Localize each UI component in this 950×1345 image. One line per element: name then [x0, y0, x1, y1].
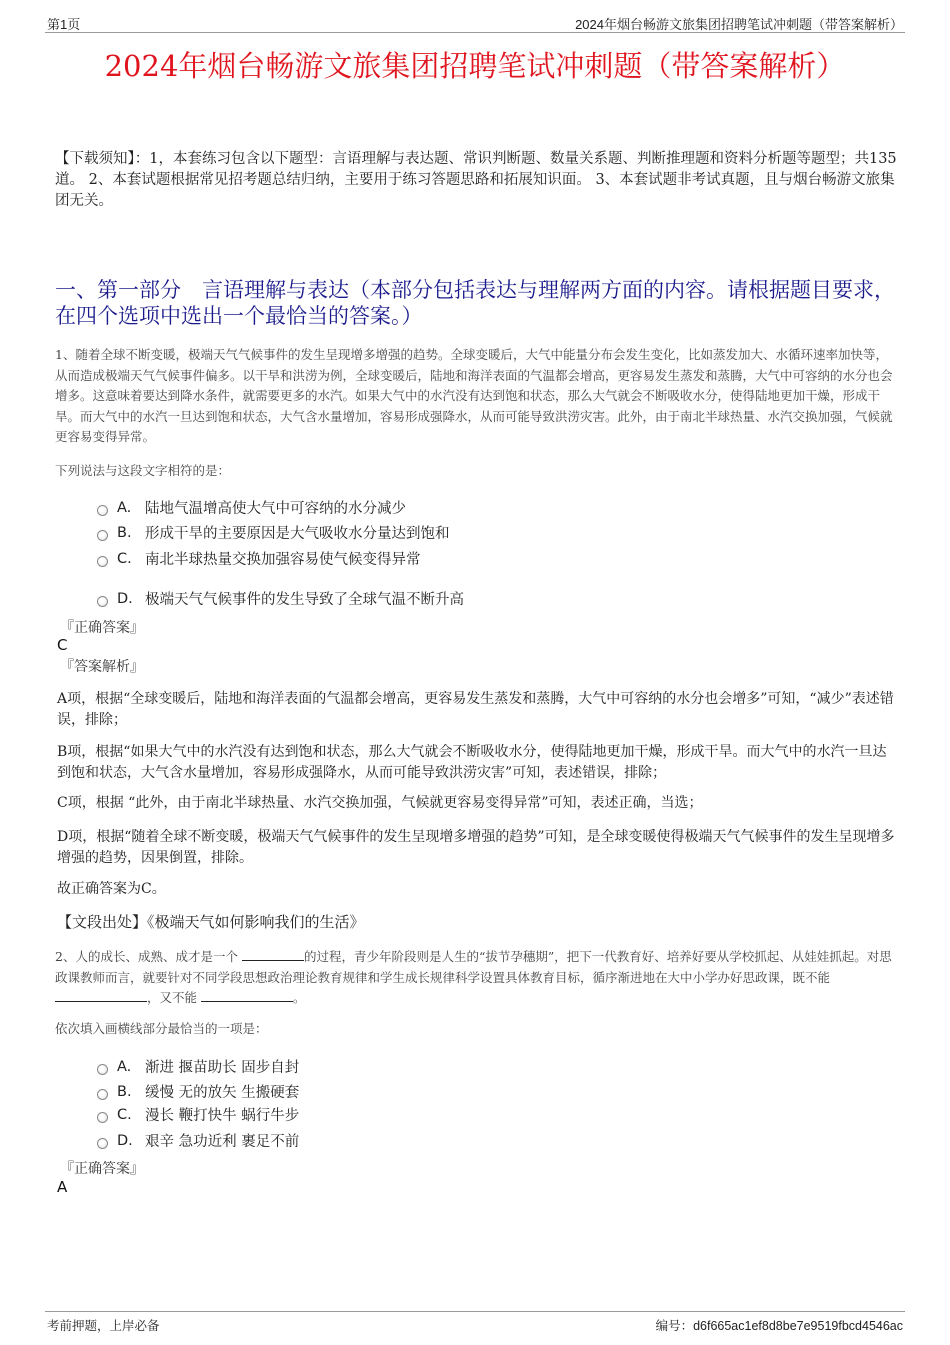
question-1-option-b[interactable] — [97, 522, 450, 543]
section-heading: 一、第一部分 言语理解与表达（本部分包括表达与理解两方面的内容。请根据题目要求，在四个选项中选出一个最恰当的答案。） — [55, 278, 895, 328]
radio-icon[interactable] — [97, 530, 108, 541]
download-notice: 【下载须知】：1，本套练习包含以下题型：言语理解与表达题、常识判断题、数量关系题、判断推理题和资料分析题等题型；共135道。 2、本套试题根据常见招考题总结归纳，主要用于练习答题思路和拓展知识面。 3、本套试题非考试真题，且与烟台畅游文旅集团无关。 — [55, 151, 897, 209]
radio-icon[interactable] — [97, 505, 108, 516]
question-2-option-c[interactable] — [97, 1104, 299, 1125]
question-1-option-d[interactable] — [97, 588, 464, 609]
option-label: A. — [117, 1058, 132, 1075]
option-label: D. — [117, 1132, 133, 1149]
analysis-item-c: C项，根据 “此外，由于南北半球热量、水汽交换加强，气候就更容易变得异常”可知，表述正确，当选； — [57, 795, 703, 811]
question-text: ，又不能 — [147, 990, 198, 1005]
option-text: 形成干旱的主要原因是大气吸收水分量达到饱和 — [145, 526, 450, 542]
question-number: 1、 — [55, 347, 76, 362]
question-1-option-a[interactable] — [97, 497, 406, 518]
option-text: 缓慢 无的放矢 生搬硬套 — [145, 1085, 300, 1101]
question-2-answer-label: 『正确答案』 — [60, 1161, 144, 1177]
radio-icon[interactable] — [97, 1089, 108, 1100]
question-text: 随着全球不断变暖，极端天气气候事件的发生呈现增多增强的趋势。全球变暖后，大气中能量分布会发生变化，比如蒸发加大、水循环速率加快等，从而造成极端天气气候事件偏多。以干旱和洪涝为例，全球变暖后，陆地和海洋表面的气温都会增高，更容易发生蒸发和蒸腾，大气中可容纳的水分也会增多。这意味着要达到降水条件，就需要更多的水汽。如果大气中的水汽没有达到饱和状态，那么大气就会不断吸收水分，使得陆地更加干燥，形成干旱。而大气中的水汽一旦达到饱和状态，大气含水量增加，容易形成强降水，从而可能导致洪涝灾害。此外，由于南北半球热量、水汽交换加强，气候就更容易变得异常。 — [55, 347, 893, 444]
fill-blank-1 — [242, 948, 304, 961]
fill-blank-3 — [201, 989, 293, 1002]
question-number: 2、 — [55, 949, 76, 964]
question-2-option-a[interactable] — [97, 1056, 299, 1077]
option-text: 极端天气气候事件的发生导致了全球气温不断升高 — [145, 592, 464, 608]
question-2-option-b[interactable] — [97, 1081, 299, 1102]
option-text: 陆地气温增高使大气中可容纳的水分减少 — [145, 501, 406, 517]
question-text: 的过程，青少年阶段则是人生的“拔节孕穗期”，把下一代教育好、培养好要从学校抓起、从娃娃抓起。对思政课教师而言，就要针对不同学段思想政治理论教育规律和学生成长规律科学设置具体教育目标，循序渐进地在大中小学办好思政课，既不能 — [55, 949, 892, 985]
question-1-answer: C — [57, 636, 68, 654]
radio-icon[interactable] — [97, 1138, 108, 1149]
question-1-option-c[interactable] — [97, 548, 421, 569]
header-doc-title: 2024年烟台畅游文旅集团招聘笔试冲刺题（带答案解析） — [575, 17, 903, 32]
footer-slogan: 考前押题，上岸必备 — [47, 1319, 160, 1333]
question-1-analysis-label: 『答案解析』 — [60, 659, 144, 675]
radio-icon[interactable] — [97, 556, 108, 567]
serial-label: 编号： — [655, 1319, 694, 1333]
question-1-conclusion: 故正确答案为C。 — [57, 881, 166, 897]
option-label: B. — [117, 524, 132, 541]
option-label: C. — [117, 1106, 132, 1123]
question-2-answer: A — [57, 1178, 68, 1196]
footer-serial — [656, 1316, 903, 1334]
option-label: D. — [117, 590, 133, 607]
radio-icon[interactable] — [97, 1064, 108, 1075]
option-text: 渐进 揠苗助长 固步自封 — [145, 1060, 300, 1076]
question-1-prompt: 下列说法与这段文字相符的是： — [55, 463, 231, 478]
radio-icon[interactable] — [97, 596, 108, 607]
question-2-stem — [55, 947, 900, 1009]
document-title: 2024年烟台畅游文旅集团招聘笔试冲刺题（带答案解析） — [104, 49, 846, 83]
option-label: C. — [117, 550, 132, 567]
question-2-prompt: 依次填入画横线部分最恰当的一项是： — [55, 1021, 268, 1036]
analysis-item-b: B项，根据“如果大气中的水汽没有达到饱和状态，那么大气就会不断吸收水分，使得陆地更加干燥，形成干旱。而大气中的水汽一旦达到饱和状态，大气含水量增加，容易形成强降水，从而可能导致洪涝灾害”可知，表述错误，排除； — [57, 744, 887, 781]
question-2-option-d[interactable] — [97, 1130, 299, 1151]
page-footer — [45, 1311, 905, 1333]
analysis-item-a: A项，根据“全球变暖后，陆地和海洋表面的气温都会增高，更容易发生蒸发和蒸腾，大气中可容纳的水分也会增多”可知，“减少”表述错误，排除； — [57, 691, 894, 728]
question-1-answer-label: 『正确答案』 — [60, 620, 144, 636]
option-text: 艰辛 急功近利 裹足不前 — [145, 1134, 300, 1150]
analysis-item-d: D项，根据“随着全球不断变暖，极端天气气候事件的发生呈现增多增强的趋势”可知，是全球变暖使得极端天气气候事件的发生呈现增多增强的趋势，因果倒置，排除。 — [57, 829, 895, 866]
option-text: 南北半球热量交换加强容易使气候变得异常 — [145, 552, 421, 568]
question-1-source: 【文段出处】《极端天气如何影响我们的生活》 — [57, 913, 365, 931]
option-label: B. — [117, 1083, 132, 1100]
option-label: A. — [117, 499, 132, 516]
question-1-stem — [55, 345, 900, 448]
question-text: 。 — [293, 990, 306, 1005]
radio-icon[interactable] — [97, 1112, 108, 1123]
question-text: 人的成长、成熟、成才是一个 — [75, 949, 238, 964]
page-header — [45, 12, 905, 33]
serial-value: d6f665ac1ef8d8be7e9519fbcd4546ac — [693, 1319, 903, 1333]
fill-blank-2 — [55, 989, 147, 1002]
option-text: 漫长 鞭打快牛 蜗行牛步 — [145, 1108, 300, 1124]
page-number: 第1页 — [47, 17, 81, 32]
